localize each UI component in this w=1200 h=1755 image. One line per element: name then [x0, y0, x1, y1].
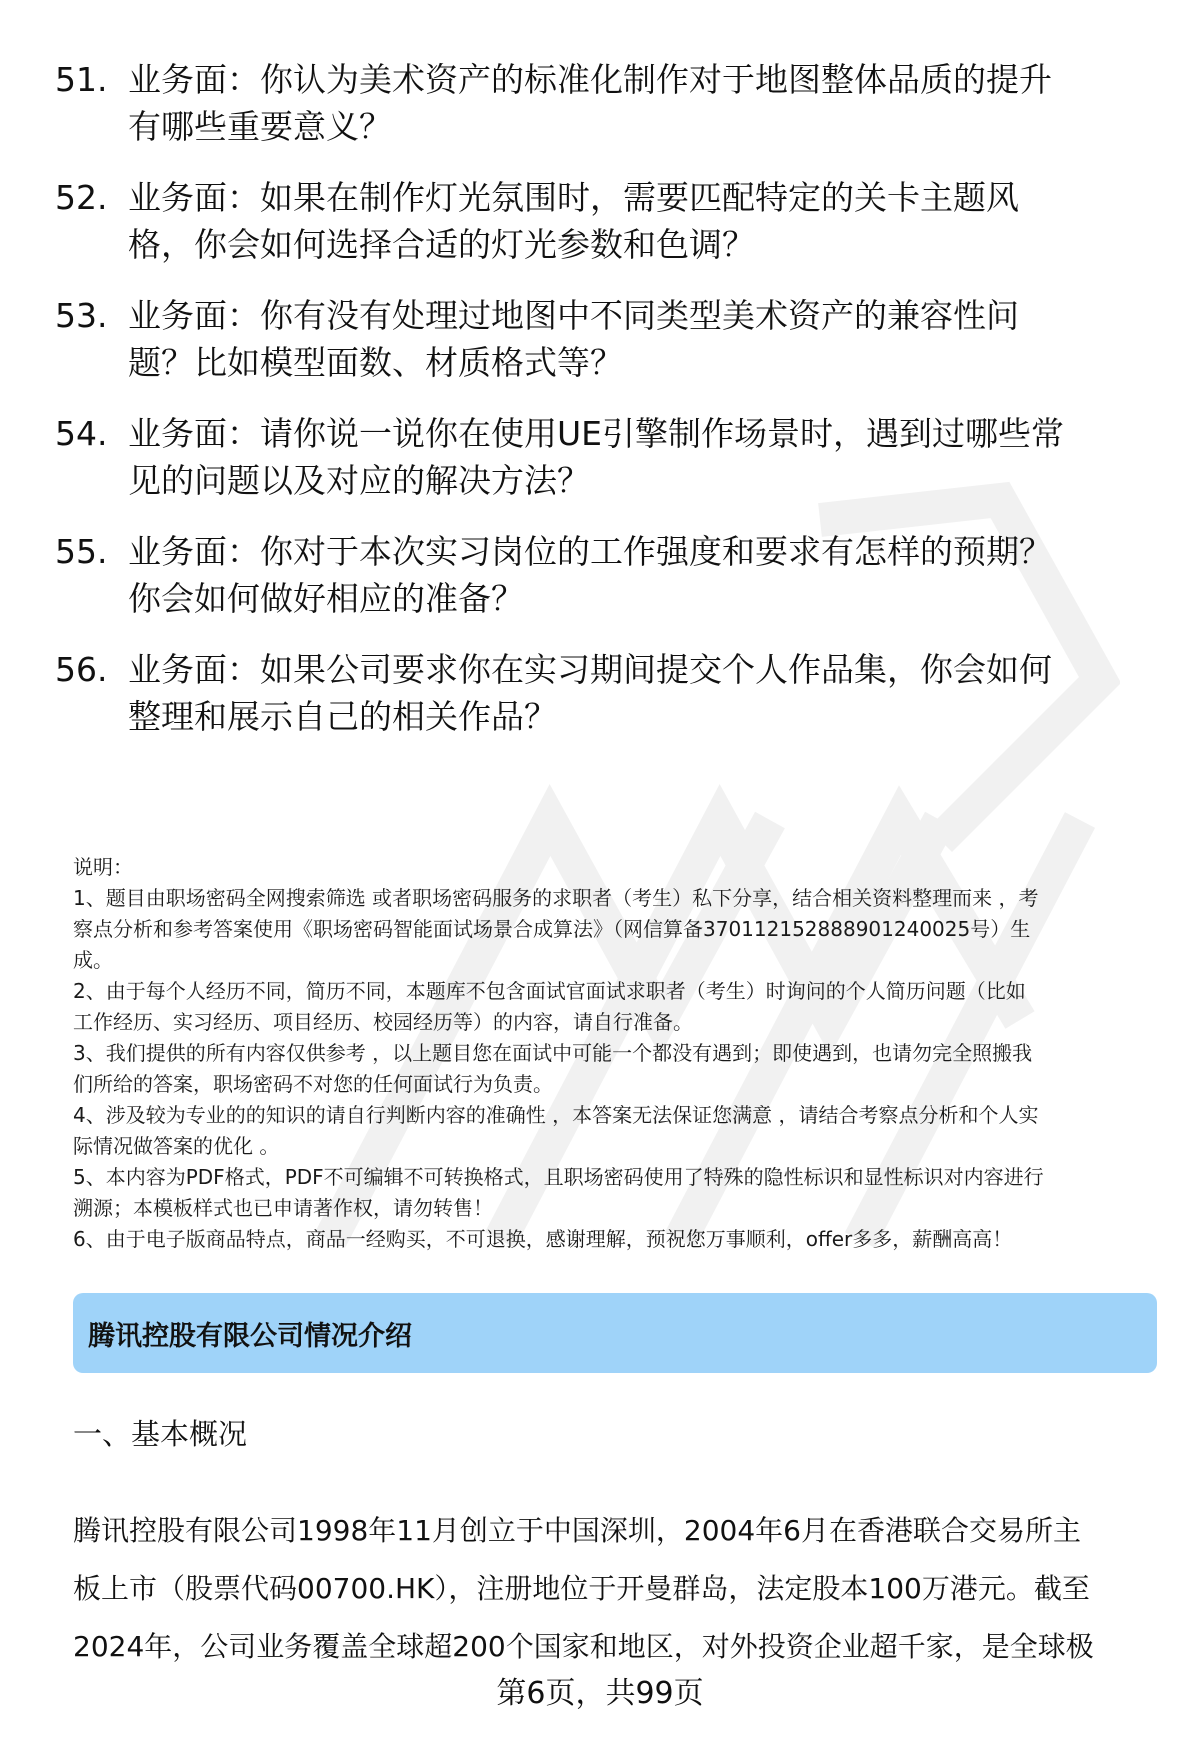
question-number: 54.	[55, 414, 108, 453]
question-text-line: 有哪些重要意义？	[128, 107, 392, 146]
question-number: 51.	[55, 60, 108, 99]
question-55	[55, 528, 1165, 622]
notes-line: 1、题目由职场密码全网搜索筛选 或者职场密码服务的求职者（考生）私下分享，结合相关资料整理而来 ，考	[73, 886, 1039, 910]
question-53	[55, 292, 1165, 386]
notes-line: 6、由于电子版商品特点，商品一经购买，不可退换，感谢理解，预祝您万事顺利，offer多多，薪酬高高！	[73, 1227, 1013, 1251]
page-number-footer: 第6页，共99页	[496, 1676, 704, 1711]
question-52	[55, 174, 1165, 268]
notes-line: 们所给的答案，职场密码不对您的任何面试行为负责。	[73, 1072, 553, 1096]
notes-line: 察点分析和参考答案使用《职场密码智能面试场景合成算法》（网信算备370112152888901240025号）生	[73, 917, 1031, 941]
paragraph-line: 腾讯控股有限公司1998年11月创立于中国深圳，2004年6月在香港联合交易所主	[73, 1514, 1081, 1547]
question-number: 55.	[55, 532, 108, 571]
question-text-line: 你会如何做好相应的准备？	[128, 579, 524, 618]
notes-line: 2、由于每个人经历不同，简历不同，本题库不包含面试官面试求职者（考生）时询问的个人简历问题（比如	[73, 979, 1026, 1003]
question-text-line: 业务面：如果在制作灯光氛围时，需要匹配特定的关卡主题风	[128, 178, 1019, 217]
notes-line: 3、我们提供的所有内容仅供参考 ，以上题目您在面试中可能一个都没有遇到；即使遇到，也请勿完全照搬我	[73, 1041, 1033, 1065]
question-text-line: 整理和展示自己的相关作品？	[128, 697, 557, 736]
section-title: 腾讯控股有限公司情况介绍	[88, 1320, 412, 1352]
question-text-line: 业务面：如果公司要求你在实习期间提交个人作品集，你会如何	[128, 650, 1052, 689]
question-text-line: 格，你会如何选择合适的灯光参数和色调？	[128, 225, 755, 264]
question-text-line: 业务面：你认为美术资产的标准化制作对于地图整体品质的提升	[128, 60, 1052, 99]
question-text-line: 见的问题以及对应的解决方法？	[128, 461, 590, 500]
paragraph-line: 2024年，公司业务覆盖全球超200个国家和地区，对外投资企业超千家，是全球极	[73, 1630, 1094, 1663]
paragraph-line: 板上市（股票代码00700.HK），注册地位于开曼群岛，法定股本100万港元。截至	[73, 1572, 1090, 1605]
notes-title: 说明：	[73, 855, 133, 879]
question-54	[55, 410, 1165, 504]
notes-section	[73, 852, 1168, 1255]
question-text-line: 业务面：请你说一说你在使用UE引擎制作场景时，遇到过哪些常	[128, 414, 1065, 453]
section-header-box	[73, 1293, 1157, 1373]
question-text-line: 业务面：你有没有处理过地图中不同类型美术资产的兼容性问	[128, 296, 1019, 335]
question-number: 53.	[55, 296, 108, 335]
question-number: 56.	[55, 650, 108, 689]
notes-line: 溯源；本模板样式也已申请著作权，请勿转售！	[73, 1196, 493, 1220]
question-text-line: 题？比如模型面数、材质格式等？	[128, 343, 623, 382]
notes-line: 际情况做答案的优化 。	[73, 1134, 280, 1158]
company-intro-paragraph	[73, 1502, 1173, 1676]
question-text-line: 业务面：你对于本次实习岗位的工作强度和要求有怎样的预期？	[128, 532, 1052, 571]
subsection-title: 一、基本概况	[73, 1417, 248, 1451]
question-number: 52.	[55, 178, 108, 217]
question-56	[55, 646, 1165, 740]
notes-line: 5、本内容为PDF格式，PDF不可编辑不可转换格式，且职场密码使用了特殊的隐性标识和显性标识对内容进行	[73, 1165, 1044, 1189]
notes-line: 工作经历、实习经历、项目经历、校园经历等）的内容，请自行准备。	[73, 1010, 693, 1034]
question-51	[55, 56, 1165, 150]
notes-line: 4、涉及较为专业的的知识的请自行判断内容的准确性 ，本答案无法保证您满意 ，请结合考察点分析和个人实	[73, 1103, 1039, 1127]
notes-line: 成。	[73, 948, 113, 972]
